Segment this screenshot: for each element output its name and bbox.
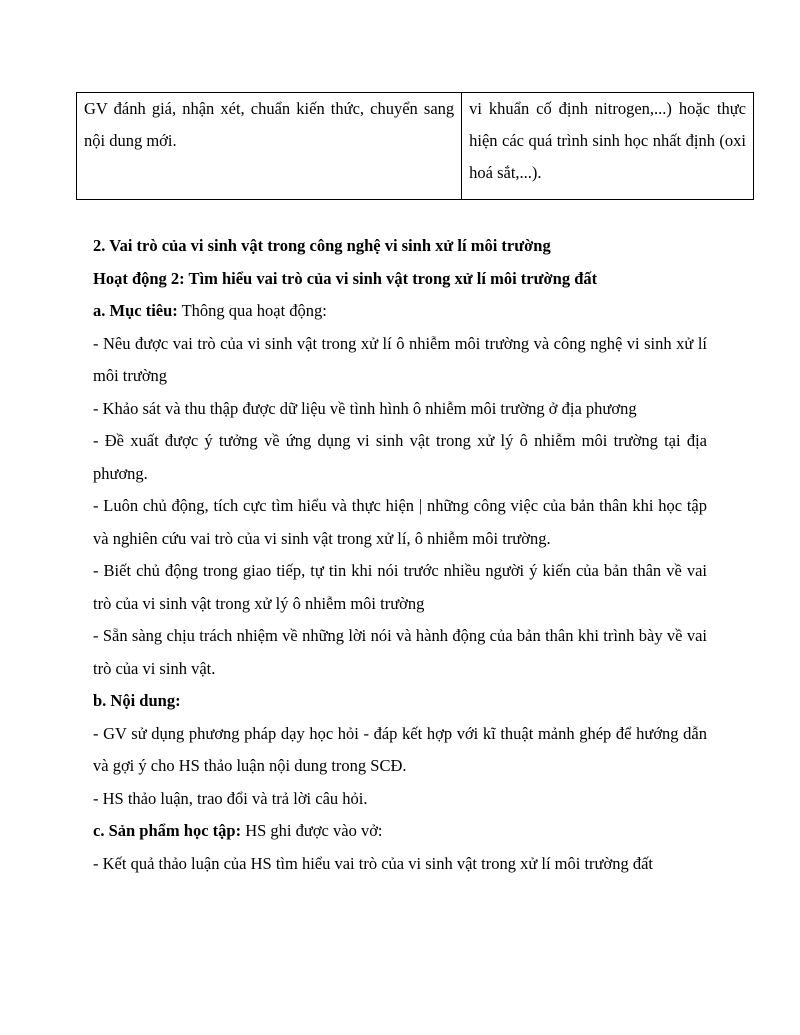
table-cell-teacher-activity: GV đánh giá, nhận xét, chuẩn kiến thức, chuyển sang nội dung mới. (77, 93, 462, 200)
main-content (93, 230, 707, 880)
objective-item: - Sẵn sàng chịu trách nhiệm về những lời nói và hành động của bản thân khi trình bày về vai trò của vi sinh vật. (93, 626, 707, 678)
product-item: - Kết quả thảo luận của HS tìm hiểu vai trò của vi sinh vật trong xử lí môi trường đất (93, 853, 654, 873)
content-item: - GV sử dụng phương pháp dạy học hỏi - đáp kết hợp với kĩ thuật mảnh ghép để hướng dẫn và gợi ý cho HS thảo luận nội dung trong SCĐ. (93, 723, 707, 775)
objective-item: - Khảo sát và thu thập được dữ liệu về tình hình ô nhiễm môi trường ở địa phương (93, 398, 637, 418)
content-label: b. Nội dung: (93, 691, 181, 710)
objective-item: - Nêu được vai trò của vi sinh vật trong xử lí ô nhiễm môi trường và công nghệ vi sinh xử lí môi trường (93, 333, 707, 385)
objective-label: a. Mục tiêu: (93, 301, 178, 320)
continued-table (76, 92, 754, 200)
activity-heading: Hoạt động 2: Tìm hiểu vai trò của vi sinh vật trong xử lí môi trường đất (93, 268, 598, 288)
section-heading: 2. Vai trò của vi sinh vật trong công nghệ vi sinh xử lí môi trường (93, 236, 551, 255)
objective-line (93, 295, 707, 328)
product-label: c. Sản phẩm học tập: (93, 821, 242, 840)
table-row (77, 93, 754, 200)
objective-text: Thông qua hoạt động: (177, 301, 327, 320)
content-item: - HS thảo luận, trao đổi và trả lời câu hỏi. (93, 788, 368, 808)
product-line (93, 815, 707, 848)
table-cell-expected-result: vi khuẩn cố định nitrogen,...) hoặc thực hiện các quá trình sinh học nhất định (oxi hoá sắt,...). (462, 93, 754, 200)
product-text: HS ghi được vào vở: (241, 821, 383, 840)
objective-item: - Luôn chủ động, tích cực tìm hiểu và thực hiện | những công việc của bản thân khi học tập và nghiên cứu vai trò của vi sinh vật trong xử lí, ô nhiễm môi trường. (93, 496, 707, 548)
objective-item: - Biết chủ động trong giao tiếp, tự tin khi nói trước nhiều người ý kiến của bản thân về vai trò của vi sinh vật trong xử lý ô nhiễm môi trường (93, 561, 707, 613)
objective-item: - Đề xuất được ý tưởng về ứng dụng vi sinh vật trong xử lý ô nhiễm môi trường tại địa phương. (93, 431, 707, 483)
